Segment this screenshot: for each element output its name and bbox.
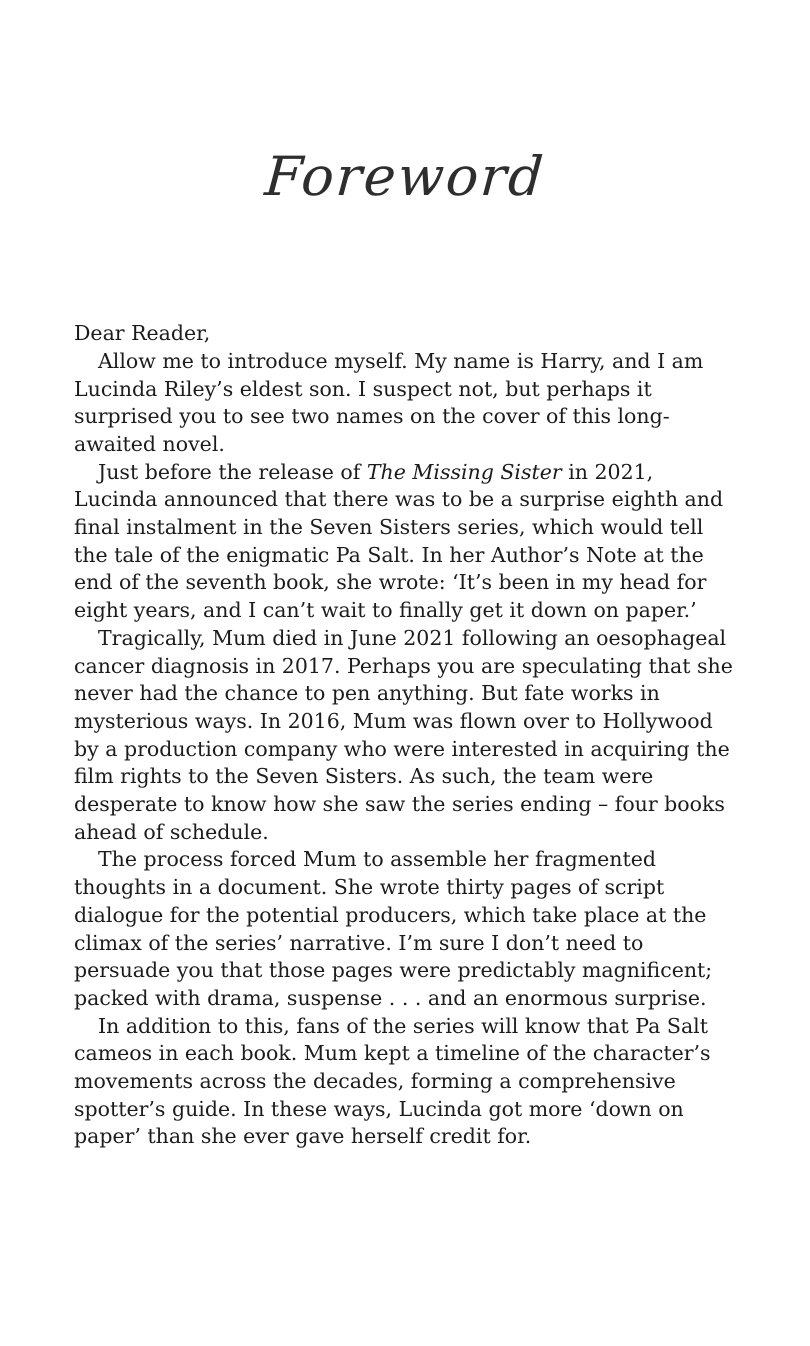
chapter-heading: Foreword (262, 145, 548, 208)
paragraph (74, 320, 736, 348)
text-segment: Just before the release of (98, 459, 367, 484)
italic-text-segment: The Missing Sister (366, 459, 562, 484)
text-segment: Allow me to introduce myself. My name is Harry, and I am Lucinda Riley’s eldest son. I suspect not, but perhaps it surprised you to see two names on the cover of this long-awaited novel. (74, 348, 704, 456)
paragraph (74, 348, 736, 459)
text-segment: The process forced Mum to assemble her fragmented thoughts in a document. She wrote thirty pages of script dialogue for the potential producers, which take place at the climax of the series’ narrative. I’m sure I don’t need to persuade you that those pages were predictably magnificent; packed with drama, suspense . . . and an enormous surprise. (74, 847, 713, 1010)
paragraph (74, 846, 736, 1012)
book-page (0, 146, 810, 1346)
text-segment: Tragically, Mum died in June 2021 following an oesophageal cancer diagnosis in 2017. Perhaps you are speculating that she never had the chance to pen anything. But fate works in mysterious ways. In 2016, Mum was flown over to Hollywood by a production company who were interested in acquiring the film rights to the Seven Sisters. As such, the team were desperate to know how she saw the series ending – four books ahead of schedule. (74, 625, 733, 844)
body-text (74, 320, 736, 1151)
paragraph (74, 625, 736, 847)
text-segment: in 2021, Lucinda announced that there was to be a surprise eighth and final instalment in the Seven Sisters series, which would tell the tale of the enigmatic Pa Salt. In her Author’s Note at the end of the seventh book, she wrote: ‘It’s been in my head for eight years, and I can’t wait to finally get it down on paper.’ (74, 459, 724, 623)
text-segment: Dear Reader, (74, 321, 211, 346)
text-segment: In addition to this, fans of the series will know that Pa Salt cameos in each book. Mum kept a timeline of the character’s movements across the decades, forming a comprehensive spotter’s guide. In these ways, Lucinda got more ‘down on paper’ than she ever gave herself credit for. (74, 1013, 711, 1149)
paragraph (74, 459, 736, 625)
paragraph (74, 1013, 736, 1152)
